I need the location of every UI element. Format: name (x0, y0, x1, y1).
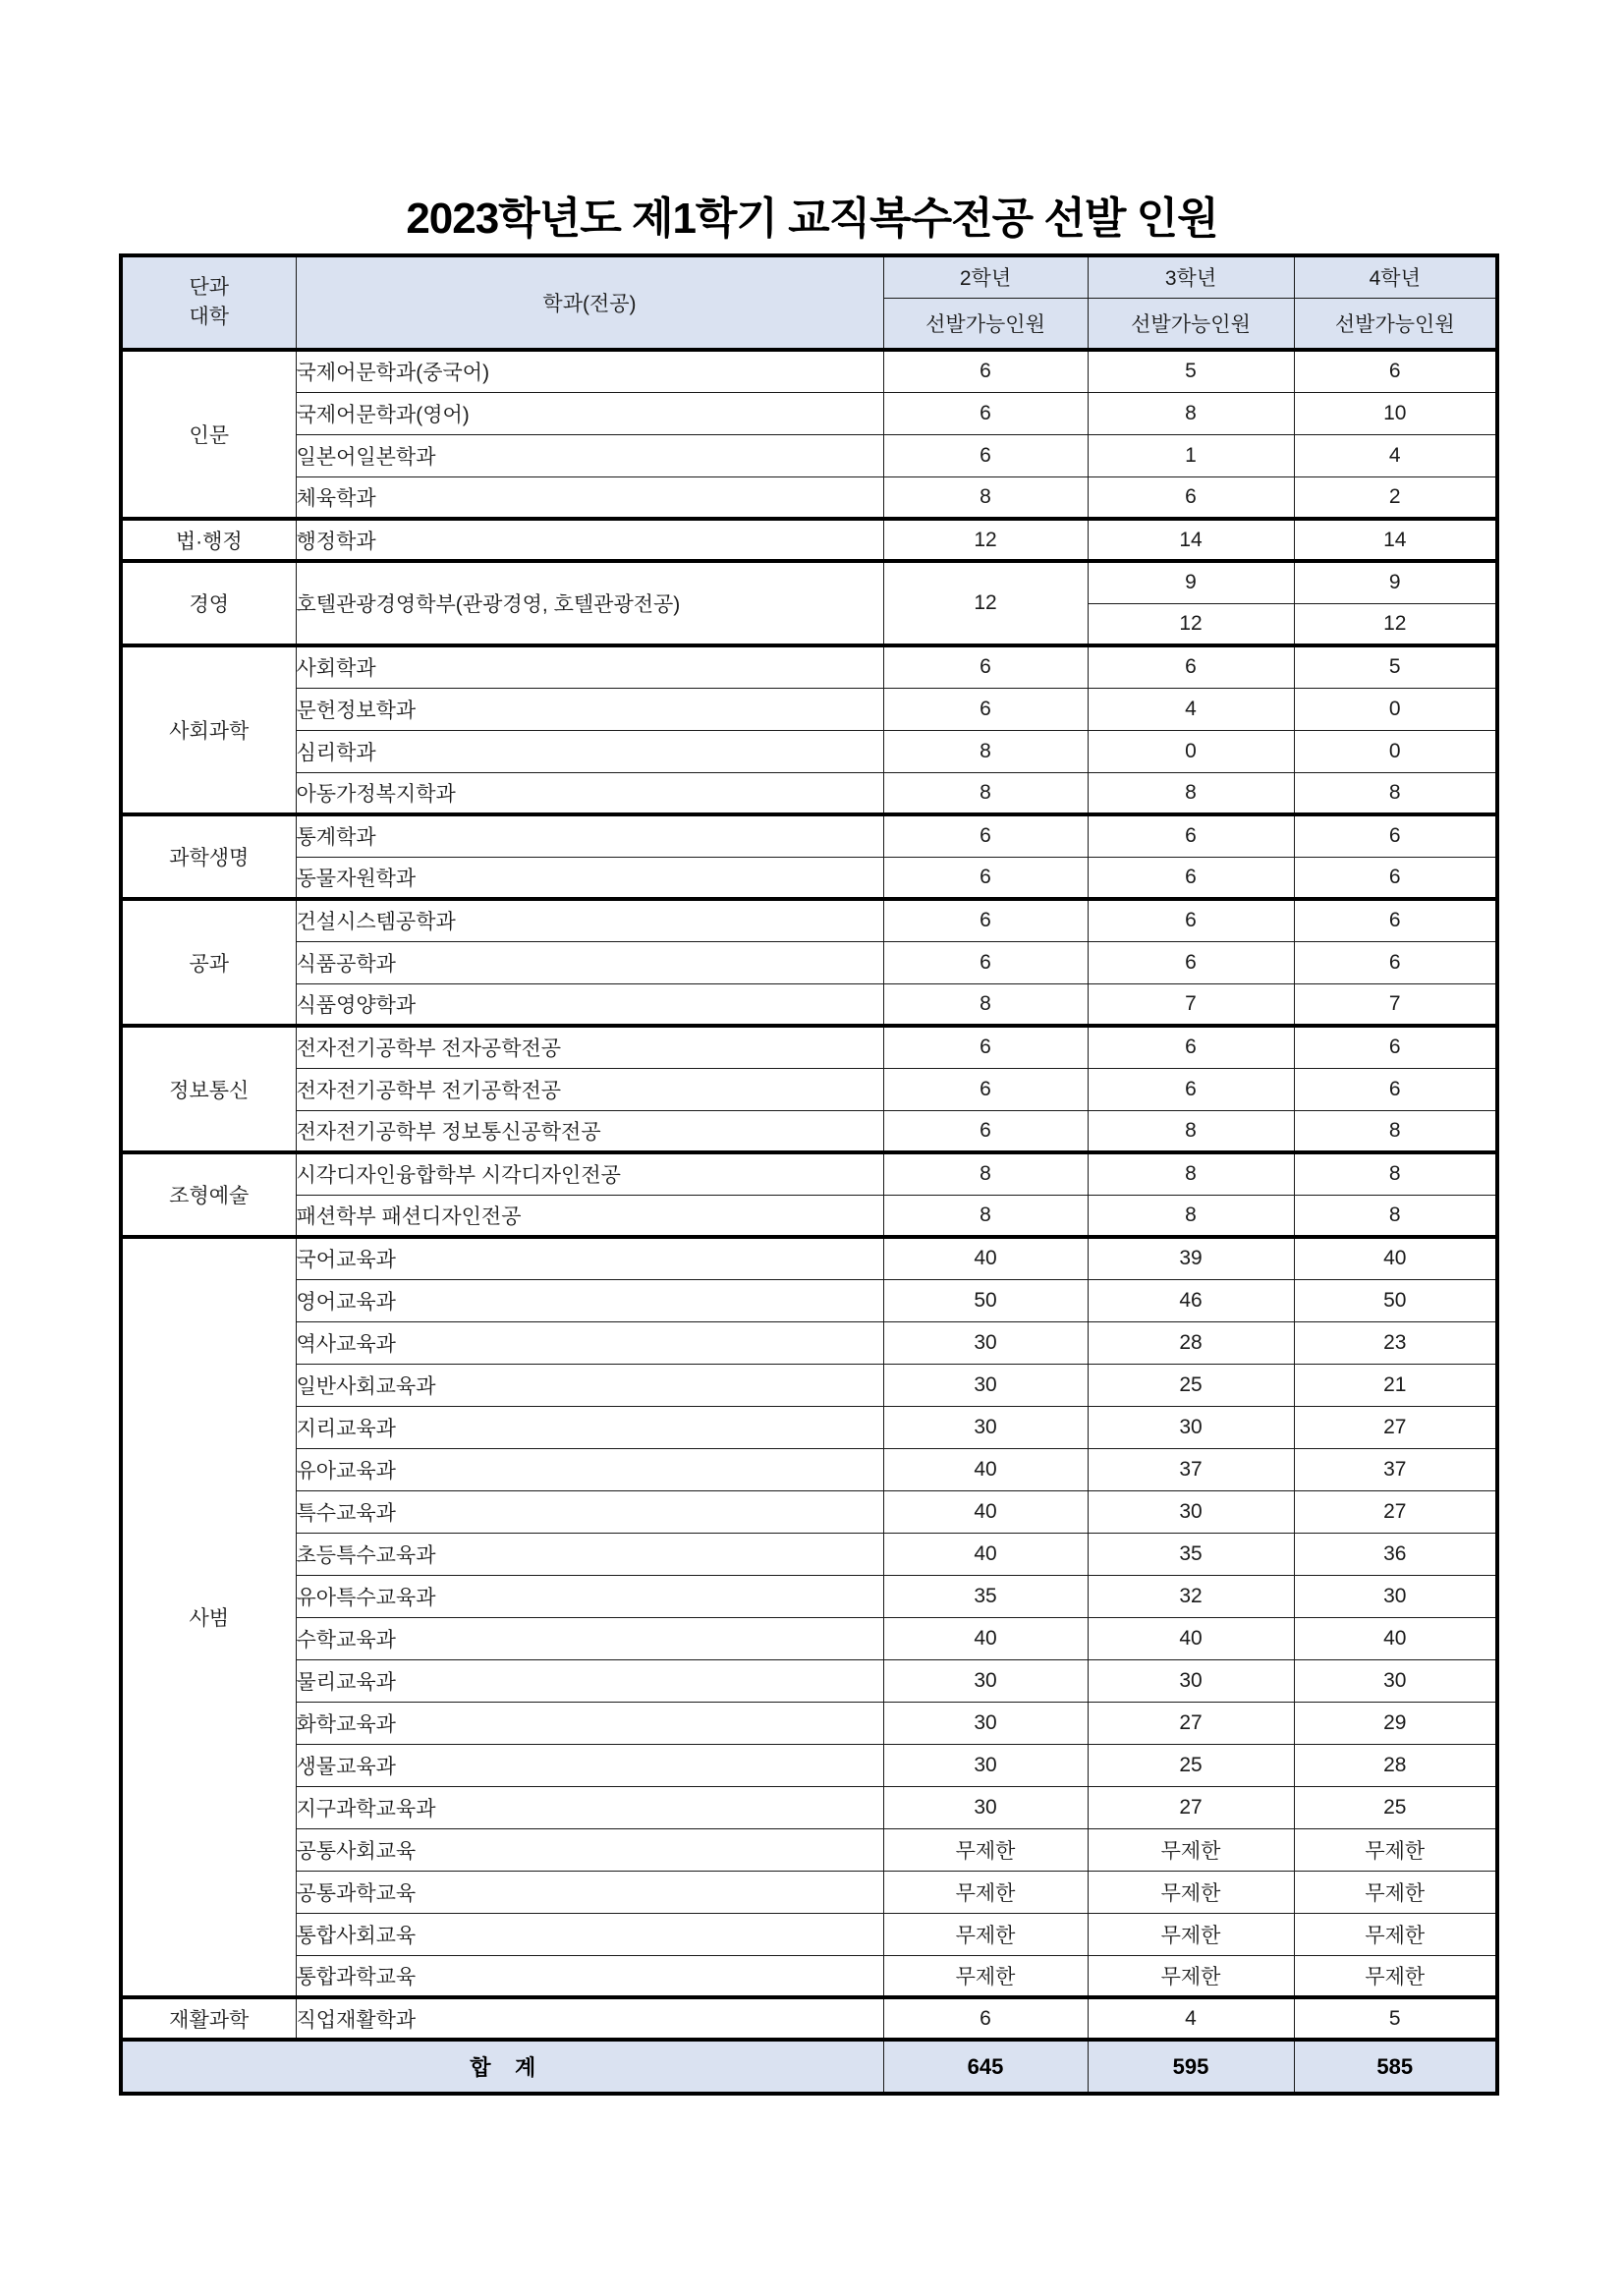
count-cell: 8 (1294, 772, 1497, 814)
dept-cell: 심리학과 (296, 730, 883, 772)
table-row (121, 1406, 1497, 1448)
count-cell: 5 (1294, 645, 1497, 688)
count-cell: 40 (1088, 1617, 1294, 1659)
count-cell: 7 (1088, 983, 1294, 1026)
count-cell: 6 (1088, 476, 1294, 519)
count-cell: 8 (883, 983, 1088, 1026)
count-cell: 4 (1088, 1997, 1294, 2040)
count-cell: 21 (1294, 1364, 1497, 1406)
table-row (121, 1321, 1497, 1364)
table-row (121, 1828, 1497, 1871)
count-cell: 5 (1088, 350, 1294, 392)
count-cell: 8 (883, 1152, 1088, 1195)
college-cell: 조형예술 (121, 1152, 296, 1237)
dept-cell: 역사교육과 (296, 1321, 883, 1364)
total-count-grade4: 585 (1294, 2040, 1497, 2094)
count-cell: 6 (1088, 1068, 1294, 1110)
count-cell: 0 (1294, 688, 1497, 730)
dept-cell: 통합과학교육 (296, 1955, 883, 1997)
dept-cell: 특수교육과 (296, 1490, 883, 1533)
dept-cell: 직업재활학과 (296, 1997, 883, 2040)
table-row (121, 1237, 1497, 1279)
table-row (121, 1871, 1497, 1913)
college-cell: 과학생명 (121, 814, 296, 899)
count-cell: 8 (1294, 1195, 1497, 1237)
table-row (121, 941, 1497, 983)
count-cell: 6 (883, 814, 1088, 857)
header-grade-4: 4학년 (1294, 255, 1497, 298)
count-cell: 30 (883, 1364, 1088, 1406)
count-cell: 35 (1088, 1533, 1294, 1575)
table-row (121, 983, 1497, 1026)
count-cell: 30 (883, 1702, 1088, 1744)
count-cell: 12 (1294, 603, 1497, 645)
dept-cell: 초등특수교육과 (296, 1533, 883, 1575)
count-cell: 무제한 (1294, 1913, 1497, 1955)
count-cell: 28 (1088, 1321, 1294, 1364)
count-cell: 8 (1294, 1152, 1497, 1195)
table-header (121, 255, 1497, 350)
table-row (121, 1279, 1497, 1321)
header-sub-grade-4: 선발가능인원 (1294, 298, 1497, 350)
count-cell: 27 (1088, 1702, 1294, 1744)
dept-cell: 일반사회교육과 (296, 1364, 883, 1406)
count-cell: 5 (1294, 1997, 1497, 2040)
count-cell: 2 (1294, 476, 1497, 519)
count-cell: 40 (1294, 1237, 1497, 1279)
table-row (121, 1575, 1497, 1617)
dept-cell: 전자전기공학부 전자공학전공 (296, 1026, 883, 1068)
count-cell: 6 (1294, 941, 1497, 983)
table-row (121, 1448, 1497, 1490)
count-cell: 1 (1088, 434, 1294, 476)
count-cell: 30 (1294, 1575, 1497, 1617)
count-cell: 39 (1088, 1237, 1294, 1279)
count-cell: 10 (1294, 392, 1497, 434)
dept-cell: 국제어문학과(중국어) (296, 350, 883, 392)
table-row (121, 1744, 1497, 1786)
count-cell: 6 (883, 350, 1088, 392)
dept-cell: 공통사회교육 (296, 1828, 883, 1871)
table-row (121, 857, 1497, 899)
count-cell: 40 (883, 1448, 1088, 1490)
dept-cell: 국제어문학과(영어) (296, 392, 883, 434)
count-cell: 6 (883, 645, 1088, 688)
count-cell: 27 (1294, 1406, 1497, 1448)
count-cell: 8 (1088, 392, 1294, 434)
dept-cell: 유아교육과 (296, 1448, 883, 1490)
count-cell: 4 (1088, 688, 1294, 730)
count-cell: 14 (1294, 519, 1497, 561)
total-row (121, 2040, 1497, 2094)
count-cell: 무제한 (1294, 1828, 1497, 1871)
count-cell: 12 (883, 561, 1088, 645)
count-cell: 무제한 (1088, 1955, 1294, 1997)
count-cell: 6 (1294, 1068, 1497, 1110)
header-college (121, 255, 296, 350)
total-label: 합 계 (121, 2040, 883, 2094)
header-grade-2: 2학년 (883, 255, 1088, 298)
count-cell: 46 (1088, 1279, 1294, 1321)
count-cell: 무제한 (1088, 1828, 1294, 1871)
dept-cell: 사회학과 (296, 645, 883, 688)
count-cell: 30 (883, 1321, 1088, 1364)
college-cell: 재활과학 (121, 1997, 296, 2040)
dept-cell: 식품공학과 (296, 941, 883, 983)
total-count-grade2: 645 (883, 2040, 1088, 2094)
count-cell: 6 (883, 1026, 1088, 1068)
header-sub-grade-3: 선발가능인원 (1088, 298, 1294, 350)
count-cell: 6 (883, 1068, 1088, 1110)
count-cell: 35 (883, 1575, 1088, 1617)
table-row (121, 1997, 1497, 2040)
count-cell: 8 (1088, 1195, 1294, 1237)
table-row (121, 1364, 1497, 1406)
count-cell: 6 (883, 688, 1088, 730)
dept-cell: 동물자원학과 (296, 857, 883, 899)
count-cell: 6 (1088, 941, 1294, 983)
count-cell: 37 (1088, 1448, 1294, 1490)
dept-cell: 영어교육과 (296, 1279, 883, 1321)
count-cell: 6 (883, 434, 1088, 476)
count-cell: 무제한 (1088, 1871, 1294, 1913)
count-cell: 6 (883, 899, 1088, 941)
dept-cell: 공통과학교육 (296, 1871, 883, 1913)
count-cell: 30 (1294, 1659, 1497, 1702)
table-row (121, 1533, 1497, 1575)
college-cell: 경영 (121, 561, 296, 645)
count-cell: 4 (1294, 434, 1497, 476)
table-row (121, 1026, 1497, 1068)
table-row (121, 350, 1497, 392)
dept-cell: 지리교육과 (296, 1406, 883, 1448)
header-college-line2: 대학 (189, 306, 230, 328)
dept-cell: 지구과학교육과 (296, 1786, 883, 1828)
dept-cell: 체육학과 (296, 476, 883, 519)
table-row (121, 730, 1497, 772)
count-cell: 무제한 (1294, 1871, 1497, 1913)
dept-cell: 호텔관광경영학부(관광경영, 호텔관광전공) (296, 561, 883, 645)
dept-cell: 행정학과 (296, 519, 883, 561)
dept-cell: 패션학부 패션디자인전공 (296, 1195, 883, 1237)
count-cell: 무제한 (883, 1913, 1088, 1955)
count-cell: 6 (1088, 857, 1294, 899)
count-cell: 8 (883, 730, 1088, 772)
count-cell: 8 (883, 1195, 1088, 1237)
count-cell: 40 (883, 1617, 1088, 1659)
dept-cell: 전자전기공학부 전기공학전공 (296, 1068, 883, 1110)
table-row (121, 645, 1497, 688)
count-cell: 37 (1294, 1448, 1497, 1490)
count-cell: 6 (883, 1997, 1088, 2040)
count-cell: 8 (883, 772, 1088, 814)
table-row (121, 519, 1497, 561)
count-cell: 27 (1294, 1490, 1497, 1533)
count-cell: 6 (1088, 814, 1294, 857)
dept-cell: 유아특수교육과 (296, 1575, 883, 1617)
count-cell: 36 (1294, 1533, 1497, 1575)
count-cell: 23 (1294, 1321, 1497, 1364)
count-cell: 9 (1088, 561, 1294, 603)
count-cell: 25 (1088, 1744, 1294, 1786)
table-row (121, 688, 1497, 730)
dept-cell: 생물교육과 (296, 1744, 883, 1786)
table-row (121, 476, 1497, 519)
dept-cell: 시각디자인융합학부 시각디자인전공 (296, 1152, 883, 1195)
count-cell: 6 (1294, 1026, 1497, 1068)
count-cell: 29 (1294, 1702, 1497, 1744)
count-cell: 32 (1088, 1575, 1294, 1617)
dept-cell: 물리교육과 (296, 1659, 883, 1702)
dept-cell: 전자전기공학부 정보통신공학전공 (296, 1110, 883, 1152)
table-row (121, 814, 1497, 857)
count-cell: 9 (1294, 561, 1497, 603)
count-cell: 무제한 (883, 1871, 1088, 1913)
table-row (121, 392, 1497, 434)
count-cell: 8 (1294, 1110, 1497, 1152)
table-row (121, 1702, 1497, 1744)
dept-cell: 식품영양학과 (296, 983, 883, 1026)
table-row (121, 1068, 1497, 1110)
count-cell: 28 (1294, 1744, 1497, 1786)
table-row (121, 1490, 1497, 1533)
page-title: 2023학년도 제1학기 교직복수전공 선발 인원 (406, 195, 1218, 243)
dept-cell: 국어교육과 (296, 1237, 883, 1279)
table-row (121, 1786, 1497, 1828)
count-cell: 6 (883, 941, 1088, 983)
count-cell: 6 (1088, 1026, 1294, 1068)
count-cell: 0 (1088, 730, 1294, 772)
selection-table (119, 253, 1499, 2096)
count-cell: 30 (883, 1786, 1088, 1828)
count-cell: 6 (1294, 857, 1497, 899)
count-cell: 8 (1088, 1152, 1294, 1195)
header-department: 학과(전공) (296, 255, 883, 350)
table-row (121, 1617, 1497, 1659)
dept-cell: 통합사회교육 (296, 1913, 883, 1955)
count-cell: 6 (883, 392, 1088, 434)
college-cell: 인문 (121, 350, 296, 519)
count-cell: 무제한 (1294, 1955, 1497, 1997)
count-cell: 0 (1294, 730, 1497, 772)
table-row (121, 1152, 1497, 1195)
table-row (121, 1659, 1497, 1702)
count-cell: 6 (1294, 899, 1497, 941)
college-cell: 정보통신 (121, 1026, 296, 1152)
dept-cell: 건설시스템공학과 (296, 899, 883, 941)
table-row (121, 1955, 1497, 1997)
college-cell: 법·행정 (121, 519, 296, 561)
count-cell: 50 (883, 1279, 1088, 1321)
college-cell: 사범 (121, 1237, 296, 1997)
total-count-grade3: 595 (1088, 2040, 1294, 2094)
count-cell: 40 (883, 1533, 1088, 1575)
count-cell: 50 (1294, 1279, 1497, 1321)
count-cell: 8 (1088, 772, 1294, 814)
count-cell: 6 (1088, 899, 1294, 941)
count-cell: 30 (1088, 1490, 1294, 1533)
count-cell: 6 (1294, 350, 1497, 392)
count-cell: 40 (883, 1237, 1088, 1279)
count-cell: 무제한 (883, 1828, 1088, 1871)
table-row (121, 772, 1497, 814)
dept-cell: 문헌정보학과 (296, 688, 883, 730)
count-cell: 12 (883, 519, 1088, 561)
table-row (121, 899, 1497, 941)
count-cell: 무제한 (1088, 1913, 1294, 1955)
dept-cell: 일본어일본학과 (296, 434, 883, 476)
count-cell: 6 (883, 1110, 1088, 1152)
table-row (121, 1195, 1497, 1237)
count-cell: 30 (1088, 1659, 1294, 1702)
count-cell: 40 (1294, 1617, 1497, 1659)
count-cell: 30 (883, 1406, 1088, 1448)
count-cell: 30 (883, 1744, 1088, 1786)
count-cell: 14 (1088, 519, 1294, 561)
table-row (121, 561, 1497, 603)
dept-cell: 통계학과 (296, 814, 883, 857)
count-cell: 6 (883, 857, 1088, 899)
count-cell: 30 (883, 1659, 1088, 1702)
count-cell: 6 (1088, 645, 1294, 688)
table-row (121, 434, 1497, 476)
count-cell: 40 (883, 1490, 1088, 1533)
college-cell: 사회과학 (121, 645, 296, 814)
header-grade-3: 3학년 (1088, 255, 1294, 298)
dept-cell: 수학교육과 (296, 1617, 883, 1659)
count-cell: 25 (1294, 1786, 1497, 1828)
count-cell: 8 (1088, 1110, 1294, 1152)
count-cell: 6 (1294, 814, 1497, 857)
table-body (121, 350, 1497, 2094)
dept-cell: 아동가정복지학과 (296, 772, 883, 814)
count-cell: 무제한 (883, 1955, 1088, 1997)
table-row (121, 1110, 1497, 1152)
count-cell: 25 (1088, 1364, 1294, 1406)
dept-cell: 화학교육과 (296, 1702, 883, 1744)
table-row (121, 1913, 1497, 1955)
count-cell: 8 (883, 476, 1088, 519)
count-cell: 7 (1294, 983, 1497, 1026)
count-cell: 30 (1088, 1406, 1294, 1448)
header-college-line1: 단과 (189, 275, 230, 299)
count-cell: 12 (1088, 603, 1294, 645)
college-cell: 공과 (121, 899, 296, 1026)
header-row-grades (121, 255, 1497, 298)
header-sub-grade-2: 선발가능인원 (883, 298, 1088, 350)
count-cell: 27 (1088, 1786, 1294, 1828)
